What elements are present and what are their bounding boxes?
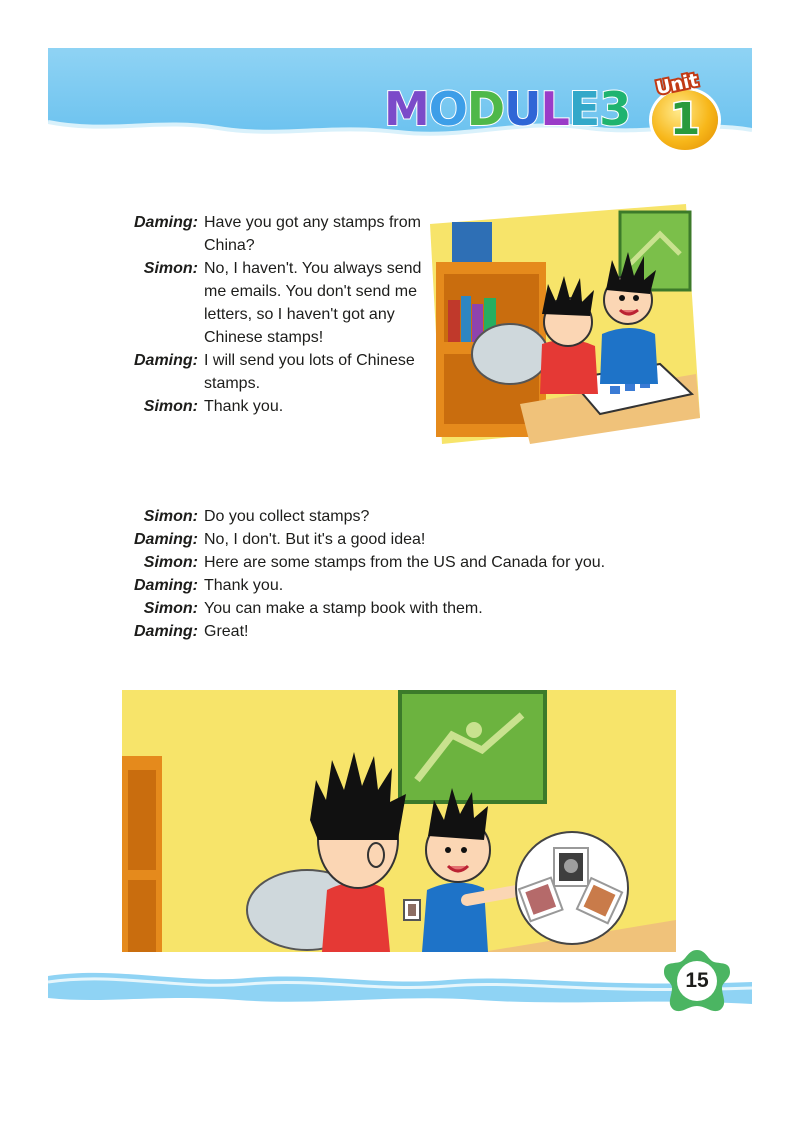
unit-label: Unit bbox=[654, 69, 700, 100]
speaker-name: Simon: bbox=[143, 398, 198, 415]
module-letter: U bbox=[504, 82, 541, 136]
dialogue-line bbox=[124, 528, 684, 551]
dialogue-text: Do you collect stamps? bbox=[204, 508, 370, 525]
dialogue-line bbox=[122, 395, 442, 418]
dialogue-text: Here are some stamps from the US and Canada for you. bbox=[204, 554, 606, 571]
dialogue-line bbox=[124, 505, 684, 528]
dialogue-text: No, I haven't. You always send me emails. You don't send me letters, so I haven't got any Chinese stamps! bbox=[204, 260, 422, 346]
dialogue-line bbox=[122, 257, 442, 349]
dialogue-text: No, I don't. But it's a good idea! bbox=[204, 531, 426, 548]
module-letter: M bbox=[384, 82, 429, 136]
unit-number: 1 bbox=[669, 94, 701, 145]
speaker-name: Daming: bbox=[134, 577, 198, 594]
dialogue-line bbox=[124, 597, 684, 620]
dialogue-line bbox=[122, 349, 442, 395]
speaker-name: Daming: bbox=[134, 214, 198, 231]
footer-wave-band bbox=[48, 960, 752, 1010]
speaker-name: Daming: bbox=[134, 531, 198, 548]
illustration-stamp-album bbox=[430, 204, 700, 444]
dialogue-text: Great! bbox=[204, 623, 249, 640]
dialogue-text: Thank you. bbox=[204, 398, 284, 415]
module-letter: O bbox=[428, 82, 467, 136]
dialogue-text: You can make a stamp book with them. bbox=[204, 600, 483, 617]
speaker-name: Simon: bbox=[143, 260, 198, 277]
speaker-name: Simon: bbox=[143, 554, 198, 571]
dialogue-text: Have you got any stamps from China? bbox=[204, 214, 421, 254]
dialogue-2 bbox=[124, 505, 684, 643]
module-logo bbox=[384, 82, 631, 136]
module-letter: E bbox=[568, 82, 600, 136]
module-letter: D bbox=[466, 82, 505, 136]
dialogue-text: I will send you lots of Chinese stamps. bbox=[204, 352, 415, 392]
dialogue-line bbox=[122, 211, 442, 257]
module-number: 3 bbox=[599, 82, 631, 136]
dialogue-1 bbox=[122, 211, 442, 418]
speaker-name: Simon: bbox=[143, 508, 198, 525]
speaker-name: Daming: bbox=[134, 352, 198, 369]
dialogue-text: Thank you. bbox=[204, 577, 284, 594]
speaker-name: Daming: bbox=[134, 623, 198, 640]
dialogue-line bbox=[124, 620, 684, 643]
illustration-giving-stamps bbox=[122, 690, 676, 952]
speaker-name: Simon: bbox=[143, 600, 198, 617]
module-letter: L bbox=[540, 82, 569, 136]
dialogue-line bbox=[124, 574, 684, 597]
dialogue-line bbox=[124, 551, 684, 574]
page-number: 15 bbox=[685, 969, 709, 992]
